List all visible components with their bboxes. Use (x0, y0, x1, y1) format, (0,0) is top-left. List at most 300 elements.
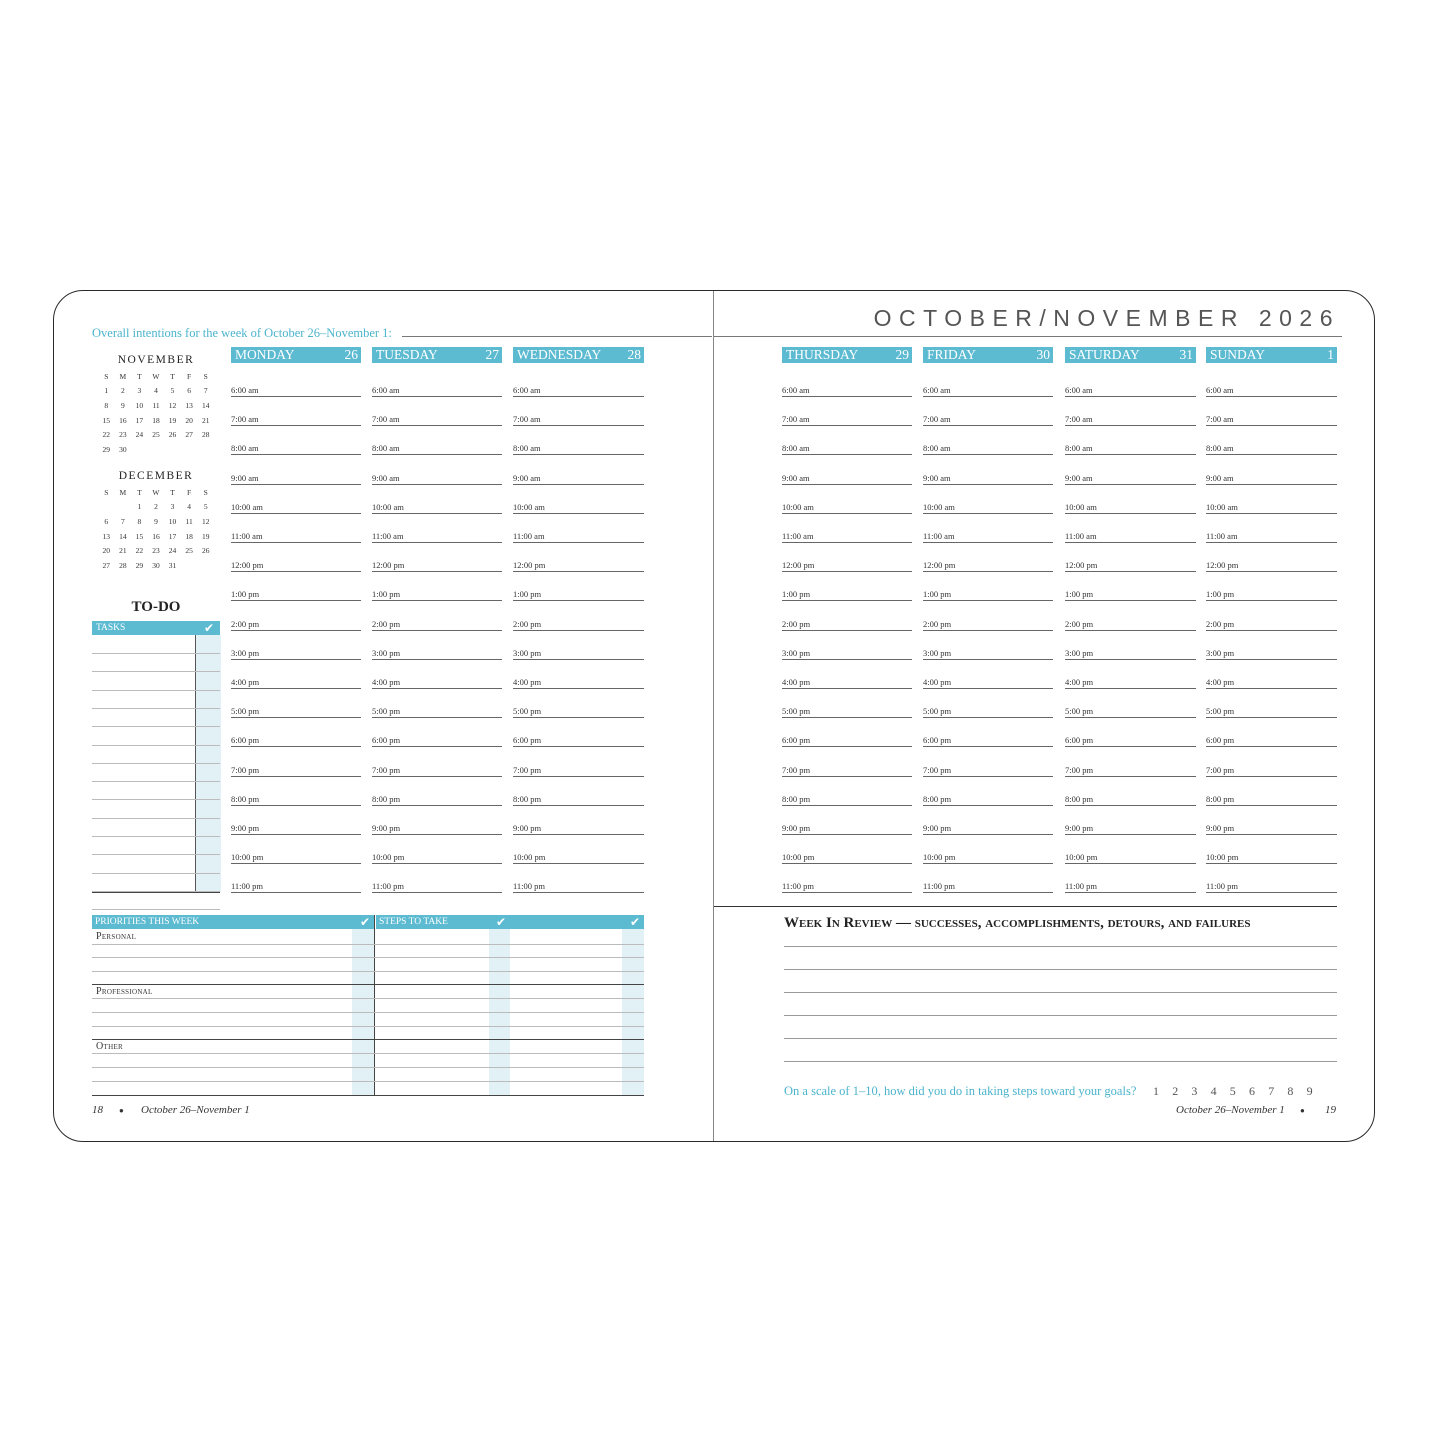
rating-option[interactable]: 5 (1229, 1084, 1236, 1098)
time-slot[interactable] (372, 823, 502, 835)
time-slot[interactable] (513, 852, 644, 864)
time-label: 8:00 am (231, 443, 259, 454)
time-label: 9:00 pm (782, 823, 811, 833)
calendar-day: 8 (137, 516, 142, 526)
calendar-day: 13 (185, 400, 193, 410)
calendar-day: 22 (135, 546, 144, 556)
priority-line[interactable] (92, 971, 644, 972)
time-slot[interactable] (923, 793, 1053, 806)
task-line[interactable] (92, 836, 220, 837)
time-slot[interactable] (1065, 823, 1196, 835)
time-label: 11:00 am (923, 531, 955, 541)
check-icon: ✔ (203, 621, 214, 635)
time-slot[interactable] (1065, 589, 1196, 601)
time-slot[interactable] (513, 531, 644, 543)
time-slot[interactable] (1065, 793, 1196, 806)
time-slot[interactable] (513, 472, 644, 485)
calendar-day: 19 (201, 531, 210, 541)
time-slot[interactable] (513, 385, 644, 397)
calendar-day: 7 (203, 386, 208, 396)
task-line[interactable] (92, 690, 220, 691)
time-slot[interactable] (1065, 647, 1196, 660)
calendar-day: 15 (135, 531, 144, 541)
time-slot[interactable] (923, 531, 1053, 543)
time-slot[interactable] (923, 472, 1053, 485)
time-slot[interactable] (513, 706, 644, 718)
time-slot[interactable] (231, 443, 361, 455)
rating-option[interactable]: 2 (1172, 1084, 1179, 1098)
time-label: 3:00 pm (231, 647, 260, 658)
time-label: 6:00 pm (923, 735, 952, 746)
time-slot[interactable] (513, 647, 644, 660)
priority-line[interactable] (92, 957, 644, 958)
time-label: 10:00 am (231, 501, 263, 512)
time-label: 2:00 pm (782, 618, 811, 629)
calendar-day (148, 442, 165, 457)
calendar-day: 3 (137, 386, 142, 396)
time-slot[interactable] (372, 501, 502, 514)
time-slot[interactable] (231, 647, 361, 660)
calendar-day (98, 500, 115, 515)
time-label: 9:00 pm (372, 823, 401, 833)
weekday-label: T (170, 487, 175, 497)
task-line[interactable] (92, 671, 220, 672)
month-title: OCTOBER/NOVEMBER 2026 (873, 305, 1340, 331)
day-header (231, 347, 361, 363)
time-slot[interactable] (372, 793, 502, 806)
time-slot[interactable] (782, 647, 912, 660)
check-icon: ✔ (495, 915, 506, 929)
time-label: 10:00 pm (782, 852, 815, 863)
calendar-day: 30 (152, 560, 160, 570)
calendar-day: 28 (119, 560, 127, 570)
time-slot[interactable] (1206, 764, 1337, 777)
time-slot[interactable] (372, 647, 502, 660)
time-slot[interactable] (923, 852, 1053, 864)
time-slot[interactable] (782, 881, 912, 893)
day-date: 28 (627, 347, 641, 362)
time-slot[interactable] (782, 385, 912, 397)
time-label: 1:00 pm (782, 589, 811, 600)
time-label: 1:00 pm (513, 589, 542, 600)
time-slot[interactable] (923, 414, 1053, 426)
calendar-day: 19 (168, 415, 177, 425)
calendar-day: 10 (135, 400, 144, 410)
time-label: 6:00 am (923, 385, 951, 395)
time-label: 6:00 pm (1206, 735, 1235, 746)
calendar-day: 18 (185, 531, 193, 541)
time-slot[interactable] (231, 414, 361, 426)
priorities-label: PRIORITIES THIS WEEK (95, 917, 200, 927)
priorities-header (92, 915, 374, 929)
task-line[interactable] (92, 854, 220, 855)
time-slot[interactable] (923, 735, 1053, 747)
time-slot[interactable] (513, 881, 644, 893)
time-slot[interactable] (372, 531, 502, 543)
time-slot[interactable] (923, 764, 1053, 777)
priority-line[interactable] (92, 1012, 644, 1013)
time-slot[interactable] (1206, 735, 1337, 747)
priority-line[interactable] (92, 998, 644, 999)
calendar-day: 21 (201, 415, 210, 425)
weekday-label: T (137, 371, 142, 381)
time-label: 9:00 pm (231, 823, 260, 833)
day-name: SUNDAY (1210, 347, 1266, 362)
time-slot[interactable] (782, 414, 912, 426)
time-slot[interactable] (923, 618, 1053, 631)
calendar-day (181, 442, 198, 457)
time-slot[interactable] (1065, 852, 1196, 864)
time-slot[interactable] (782, 823, 912, 835)
time-slot[interactable] (1065, 472, 1196, 485)
time-label: 8:00 pm (782, 793, 811, 804)
time-slot[interactable] (1206, 706, 1337, 718)
time-slot[interactable] (782, 589, 912, 601)
task-line[interactable] (92, 818, 220, 819)
time-label: 7:00 pm (1065, 764, 1094, 775)
time-label: 11:00 pm (513, 881, 546, 892)
task-line[interactable] (92, 799, 220, 800)
time-slot[interactable] (923, 589, 1053, 601)
review-line[interactable] (784, 1061, 1337, 1062)
calendar-day: 4 (154, 386, 158, 396)
time-label: 9:00 pm (923, 823, 952, 833)
calendar-day: 16 (152, 531, 160, 541)
time-label: 6:00 am (1065, 385, 1093, 395)
task-line[interactable] (92, 781, 220, 782)
time-label: 7:00 pm (231, 764, 260, 775)
rating-option[interactable]: 8 (1287, 1084, 1294, 1098)
time-slot[interactable] (1065, 501, 1196, 514)
time-label: 7:00 am (1206, 414, 1234, 425)
priority-line[interactable] (92, 944, 644, 945)
calendar-day: 25 (152, 430, 160, 440)
time-label: 10:00 pm (1065, 852, 1098, 863)
time-label: 7:00 am (782, 414, 810, 425)
calendar-day: 30 (119, 444, 127, 454)
time-slot[interactable] (1065, 618, 1196, 631)
time-label: 9:00 am (1206, 472, 1234, 483)
priority-line[interactable] (92, 1067, 644, 1068)
time-slot[interactable] (923, 677, 1053, 689)
time-slot[interactable] (782, 472, 912, 485)
weekday-label: T (170, 371, 175, 381)
time-slot[interactable] (1206, 793, 1337, 806)
time-label: 11:00 am (1206, 531, 1238, 541)
rating-option[interactable]: 1 (1153, 1084, 1159, 1098)
time-slot[interactable] (231, 735, 361, 747)
calendar-day: 6 (187, 386, 191, 396)
time-slot[interactable] (513, 414, 644, 426)
calendar-day: 29 (102, 444, 111, 454)
rating-option[interactable]: 6 (1249, 1084, 1255, 1098)
calendar-day: 4 (187, 502, 191, 512)
time-slot[interactable] (923, 560, 1053, 572)
time-label: 5:00 pm (923, 706, 952, 717)
time-slot[interactable] (782, 618, 912, 631)
time-label: 12:00 pm (1065, 560, 1098, 571)
weekday-label: F (187, 371, 192, 381)
time-slot[interactable] (372, 560, 502, 572)
calendar-day: 1 (104, 386, 109, 396)
review-line[interactable] (784, 969, 1337, 970)
priority-line[interactable] (92, 1039, 644, 1040)
time-label: 10:00 pm (372, 852, 405, 863)
time-slot[interactable] (782, 706, 912, 718)
task-line[interactable] (92, 745, 220, 746)
calendar-day: 14 (201, 400, 210, 410)
title-rule (714, 336, 1342, 337)
time-label: 2:00 pm (372, 618, 401, 629)
time-label: 9:00 am (782, 472, 810, 483)
time-slot[interactable] (1065, 443, 1196, 455)
time-slot[interactable] (1206, 677, 1337, 689)
day-header (1206, 347, 1337, 363)
priority-line[interactable] (92, 1026, 644, 1027)
review-line[interactable] (784, 946, 1337, 947)
right-date-range: October 26–November 1 (1176, 1104, 1285, 1116)
time-slot[interactable] (372, 677, 502, 689)
calendar-day (197, 442, 214, 457)
time-slot[interactable] (1206, 443, 1337, 455)
intentions-line[interactable] (402, 336, 712, 337)
task-line[interactable] (92, 909, 220, 910)
time-slot[interactable] (923, 501, 1053, 514)
time-slot[interactable] (1206, 881, 1337, 893)
time-label: 2:00 pm (923, 618, 952, 629)
time-label: 11:00 pm (1065, 881, 1098, 892)
time-label: 6:00 pm (1065, 735, 1094, 746)
time-slot[interactable] (513, 443, 644, 455)
time-label: 5:00 pm (231, 706, 260, 717)
time-slot[interactable] (923, 647, 1053, 660)
time-slot[interactable] (782, 501, 912, 514)
time-slot[interactable] (923, 706, 1053, 718)
check-icon: ✔ (359, 915, 370, 929)
calendar-day (131, 442, 148, 457)
time-slot[interactable] (1206, 589, 1337, 601)
time-slot[interactable] (1206, 414, 1337, 426)
time-label: 10:00 pm (231, 852, 264, 863)
time-slot[interactable] (231, 764, 361, 777)
task-line[interactable] (92, 726, 220, 727)
task-line[interactable] (92, 653, 220, 654)
time-slot[interactable] (1065, 706, 1196, 718)
calendar-day: 24 (135, 430, 144, 440)
time-slot[interactable] (231, 560, 361, 572)
time-slot[interactable] (1065, 677, 1196, 689)
calendar-day: 29 (135, 560, 144, 570)
time-slot[interactable] (782, 531, 912, 543)
priority-line[interactable] (92, 1081, 644, 1082)
time-slot[interactable] (372, 852, 502, 864)
weekday-label: F (187, 487, 192, 497)
time-slot[interactable] (231, 472, 361, 485)
time-slot[interactable] (923, 823, 1053, 835)
time-slot[interactable] (231, 531, 361, 543)
time-slot[interactable] (513, 589, 644, 601)
review-line[interactable] (784, 1038, 1337, 1039)
time-slot[interactable] (372, 706, 502, 718)
time-slot[interactable] (231, 881, 361, 893)
time-slot[interactable] (782, 677, 912, 689)
calendar-day: 22 (102, 430, 111, 440)
calendar-day: 2 (120, 386, 125, 396)
time-slot[interactable] (782, 560, 912, 572)
time-label: 1:00 pm (1206, 589, 1235, 600)
time-label: 5:00 pm (513, 706, 542, 717)
priority-line[interactable] (92, 1095, 644, 1096)
time-slot[interactable] (513, 764, 644, 777)
time-slot[interactable] (513, 501, 644, 514)
time-label: 3:00 pm (1206, 647, 1235, 658)
time-slot[interactable] (372, 443, 502, 455)
time-label: 8:00 am (513, 443, 541, 454)
time-slot[interactable] (1065, 531, 1196, 543)
calendar-day (164, 442, 181, 457)
weekday-label: T (137, 487, 142, 497)
time-slot[interactable] (372, 735, 502, 747)
time-slot[interactable] (231, 852, 361, 864)
time-slot[interactable] (1206, 560, 1337, 572)
time-slot[interactable] (513, 560, 644, 572)
calendar-day: 26 (168, 430, 177, 440)
calendar-day: 26 (201, 546, 210, 556)
time-slot[interactable] (1065, 414, 1196, 426)
task-line[interactable] (92, 708, 220, 709)
priority-personal-label: Personal (96, 931, 137, 942)
time-label: 10:00 am (513, 501, 545, 512)
time-slot[interactable] (231, 618, 361, 631)
rating-option[interactable]: 7 (1268, 1084, 1275, 1098)
week-in-review-title: Week In Review — successes, accomplishments, detours, and failures (784, 915, 1251, 931)
time-label: 12:00 pm (372, 560, 405, 571)
calendar-day: 3 (170, 502, 175, 512)
time-slot[interactable] (513, 823, 644, 835)
time-slot[interactable] (782, 735, 912, 747)
time-slot[interactable] (1206, 501, 1337, 514)
time-slot[interactable] (231, 706, 361, 718)
time-label: 12:00 pm (782, 560, 815, 571)
calendar-day: 12 (168, 400, 177, 410)
rating-option[interactable]: 9 (1306, 1084, 1313, 1098)
time-label: 4:00 pm (231, 677, 260, 687)
time-slot[interactable] (372, 589, 502, 601)
time-slot[interactable] (1065, 735, 1196, 747)
time-slot[interactable] (231, 677, 361, 689)
rating-option[interactable]: 3 (1191, 1084, 1198, 1098)
time-slot[interactable] (923, 881, 1053, 893)
time-label: 3:00 pm (372, 647, 401, 658)
time-label: 8:00 pm (231, 793, 260, 804)
time-slot[interactable] (923, 385, 1053, 397)
time-label: 7:00 am (923, 414, 951, 425)
time-label: 8:00 pm (923, 793, 952, 804)
weekday-label: S (104, 487, 109, 497)
time-slot[interactable] (782, 852, 912, 864)
time-slot[interactable] (923, 443, 1053, 455)
time-slot[interactable] (372, 385, 502, 397)
priority-professional-label: Professional (96, 986, 153, 997)
time-label: 6:00 am (513, 385, 541, 395)
calendar-day: 23 (119, 430, 127, 440)
time-slot[interactable] (1206, 618, 1337, 631)
time-slot[interactable] (372, 618, 502, 631)
time-slot[interactable] (231, 589, 361, 601)
time-label: 2:00 pm (1206, 618, 1235, 629)
time-slot[interactable] (1065, 881, 1196, 893)
calendar-day: 7 (120, 516, 125, 526)
time-slot[interactable] (231, 501, 361, 514)
time-label: 9:00 am (231, 472, 259, 483)
time-slot[interactable] (1206, 823, 1337, 835)
time-slot[interactable] (513, 677, 644, 689)
time-label: 3:00 pm (923, 647, 952, 658)
calendar-day: 18 (152, 415, 160, 425)
calendar-day: 17 (168, 531, 177, 541)
time-slot[interactable] (231, 823, 361, 835)
time-label: 7:00 pm (513, 764, 542, 775)
time-label: 8:00 am (923, 443, 951, 454)
time-label: 5:00 pm (782, 706, 811, 717)
time-label: 10:00 am (923, 501, 955, 512)
calendar-day: 21 (119, 546, 127, 556)
time-slot[interactable] (1206, 385, 1337, 397)
priority-line[interactable] (92, 1053, 644, 1054)
time-slot[interactable] (1065, 385, 1196, 397)
time-slot[interactable] (782, 443, 912, 455)
task-line[interactable] (92, 873, 220, 874)
steps-label: STEPS TO TAKE (379, 917, 448, 927)
calendar-day (181, 558, 198, 573)
time-slot[interactable] (1206, 531, 1337, 543)
time-label: 12:00 pm (923, 560, 956, 571)
time-slot[interactable] (1065, 764, 1196, 777)
time-slot[interactable] (372, 472, 502, 485)
time-slot[interactable] (1206, 647, 1337, 660)
time-slot[interactable] (372, 414, 502, 426)
time-slot[interactable] (782, 764, 912, 777)
time-slot[interactable] (372, 764, 502, 777)
time-label: 6:00 pm (372, 735, 401, 746)
time-slot[interactable] (513, 793, 644, 806)
time-slot[interactable] (372, 881, 502, 893)
calendar-day: 17 (135, 415, 144, 425)
time-label: 8:00 pm (1206, 793, 1235, 804)
rating-option[interactable]: 4 (1210, 1084, 1217, 1098)
time-slot[interactable] (513, 735, 644, 747)
weekly-intentions-label: Overall intentions for the week of October 26–November 1: (92, 326, 392, 340)
time-slot[interactable] (782, 793, 912, 806)
time-slot[interactable] (1065, 560, 1196, 572)
time-label: 10:00 am (782, 501, 814, 512)
time-label: 7:00 pm (923, 764, 952, 775)
time-slot[interactable] (1206, 472, 1337, 485)
time-slot[interactable] (231, 385, 361, 397)
time-label: 1:00 pm (231, 589, 260, 600)
time-slot[interactable] (513, 618, 644, 631)
review-line[interactable] (784, 992, 1337, 993)
review-line[interactable] (784, 1015, 1337, 1016)
priority-line[interactable] (92, 984, 644, 985)
task-line[interactable] (92, 763, 220, 764)
time-slot[interactable] (1206, 852, 1337, 864)
calendar-day: 6 (104, 516, 109, 526)
time-slot[interactable] (231, 793, 361, 806)
day-name: THURSDAY (786, 347, 859, 362)
calendar-day (197, 558, 214, 573)
time-label: 11:00 am (782, 531, 814, 541)
